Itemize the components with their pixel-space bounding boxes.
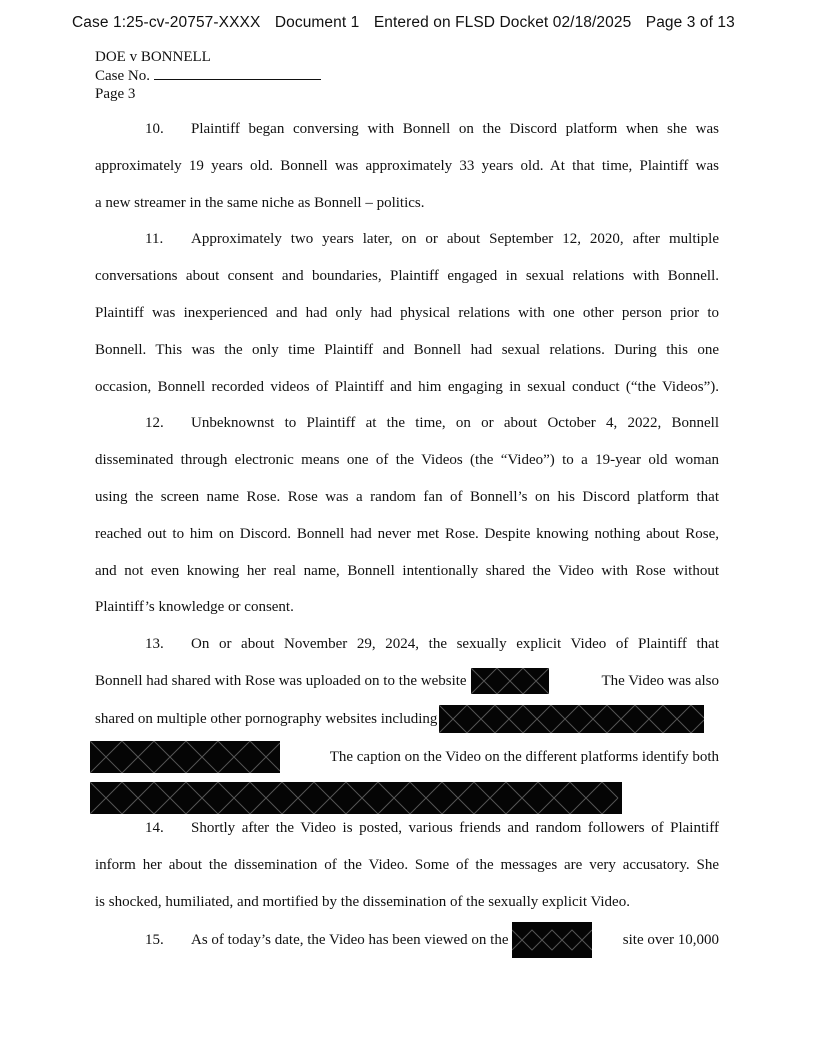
case-no-line [95,66,321,85]
text: Approximately two years later, on or about September 12, 2020, after multiple [191,231,719,247]
para-13-line-5 [90,782,622,814]
para-10-line-1 [95,121,719,138]
para-12-line-1 [95,415,719,432]
para-number: 14. [145,820,164,836]
text: shared on multiple other pornography websites including [95,710,438,727]
para-13-line-1 [95,636,719,653]
para-12-line-4: reached out to him on Discord. Bonnell had never met Rose. Despite knowing nothing about Rose, [95,526,719,542]
redaction-box [439,705,704,733]
case-no-label: Case No. [95,68,150,84]
para-13-line-4 [90,740,719,774]
para-14-line-1 [95,820,719,837]
text: Shortly after the Video is posted, various friends and random followers of Plaintiff [191,820,719,836]
para-12-line-6: Plaintiff’s knowledge or consent. [95,599,294,615]
text: The caption on the Video on the different platforms identify both [329,748,719,765]
para-12-line-5: and not even knowing her real name, Bonnell intentionally shared the Video with Rose without [95,563,719,579]
para-15-line-1 [95,922,719,958]
para-13-line-3 [95,705,719,733]
para-11-line-1 [95,231,719,248]
text: As of today’s date, the Video has been viewed on the [191,931,509,948]
para-11-line-3: Plaintiff was inexperienced and had only had physical relations with one other person prior to [95,305,719,321]
redaction-pattern [90,782,622,814]
text: On or about November 29, 2024, the sexually explicit Video of Plaintiff that [191,636,719,652]
para-10-line-3: a new streamer in the same niche as Bonnell – politics. [95,195,425,211]
redaction-box [90,782,622,814]
para-number: 10. [145,121,164,137]
docket-header [72,14,745,32]
para-12-line-2: disseminated through electronic means one of the Videos (the “Video”) to a 19-year old woman [95,452,719,468]
redaction-box [471,668,549,694]
para-14-line-3: is shocked, humiliated, and mortified by the dissemination of the sexually explicit Video. [95,894,630,910]
page-count: Page 3 of 13 [645,14,735,31]
para-number: 12. [145,415,164,431]
redaction-pattern [439,705,704,733]
case-title: DOE v BONNELL [95,49,211,65]
redaction-pattern [471,668,549,694]
para-13-line-2 [95,664,719,698]
redaction-box [90,741,280,773]
redaction-pattern [90,741,280,773]
para-11-line-2: conversations about consent and boundaries, Plaintiff engaged in sexual relations with Bonnell. [95,268,719,284]
text: Unbeknownst to Plaintiff at the time, on or about October 4, 2022, Bonnell [191,415,719,431]
text: The Video was also [601,672,719,689]
para-11-line-4: Bonnell. This was the only time Plaintiff and Bonnell had sexual relations. During this one [95,342,719,358]
docket-entry: Entered on FLSD Docket 02/18/2025 [373,14,632,31]
redaction-pattern [512,922,592,958]
case-caption [95,48,321,103]
text: site over 10,000 [622,931,719,948]
case-number: Case 1:25-cv-20757-XXXX [72,14,261,31]
page-label: Page 3 [95,86,136,102]
para-14-line-2: inform her about the dissemination of the Video. Some of the messages are very accusatory. She [95,857,719,873]
para-number: 11. [145,231,164,247]
text: Bonnell had shared with Rose was uploaded on to the website [95,672,467,689]
text: Plaintiff began conversing with Bonnell on the Discord platform when she was [191,121,719,137]
redaction-box [512,922,592,958]
para-12-line-3: using the screen name Rose. Rose was a random fan of Bonnell’s on his Discord platform that [95,489,719,505]
para-11-line-5: occasion, Bonnell recorded videos of Plaintiff and him engaging in sexual conduct (“the Videos”). [95,379,719,395]
para-number: 15. [145,931,164,948]
document-number: Document 1 [274,14,360,31]
para-10-line-2: approximately 19 years old. Bonnell was approximately 33 years old. At that time, Plaintiff was [95,158,719,174]
para-number: 13. [145,636,164,652]
case-no-blank [154,66,321,80]
